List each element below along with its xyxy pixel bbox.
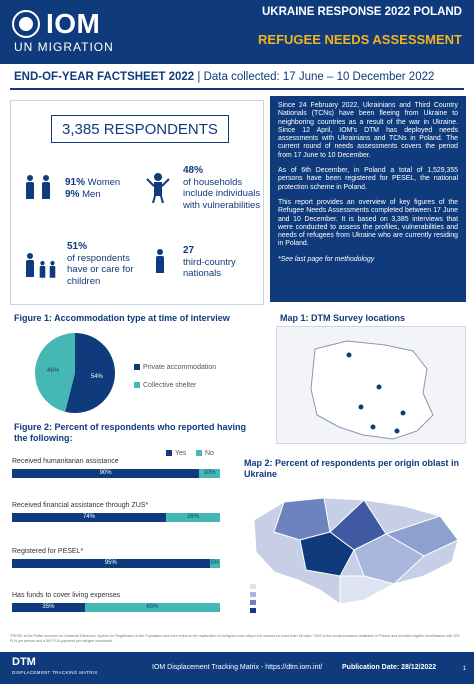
legend-no-label: No bbox=[205, 450, 214, 457]
pie-label: 46% bbox=[47, 368, 60, 375]
legend-private-label: Private accommodation bbox=[143, 364, 217, 371]
bar-category-label: Has funds to cover living expenses bbox=[12, 592, 121, 599]
location-marker bbox=[371, 425, 376, 430]
bar-row bbox=[12, 559, 220, 568]
location-marker bbox=[347, 353, 352, 358]
household-text: of households include individuals with vulnerabilities bbox=[183, 176, 261, 211]
legend-swatch bbox=[134, 382, 140, 388]
location-marker bbox=[395, 429, 400, 434]
logo-text: IOM bbox=[46, 8, 101, 39]
logo-subtitle: UN MIGRATION bbox=[14, 40, 114, 54]
bar-row bbox=[12, 513, 220, 522]
legend-collective bbox=[134, 382, 196, 389]
collection-period: Data collected: 17 June – 10 December 2022 bbox=[203, 71, 435, 83]
survey-locations-map bbox=[276, 326, 466, 444]
map2-title: Map 2: Percent of respondents per origin oblast in Ukraine bbox=[244, 458, 460, 479]
bar-row bbox=[12, 603, 220, 612]
bar-no: 10% bbox=[199, 469, 220, 478]
bar-no: 26% bbox=[166, 513, 220, 522]
poland-map bbox=[277, 327, 466, 444]
intro-panel bbox=[270, 96, 466, 302]
legend-collective-label: Collective shelter bbox=[143, 382, 197, 389]
report-series: UKRAINE RESPONSE 2022 POLAND bbox=[261, 6, 462, 18]
dtm-link[interactable]: IOM Displacement Tracking Matrix - https://dtm.iom.int/ bbox=[152, 664, 323, 671]
publication-date: Publication Date: 28/12/2022 bbox=[342, 664, 437, 671]
globe-icon bbox=[12, 10, 40, 38]
page-number: 1 bbox=[462, 666, 466, 672]
factsheet-subtitle bbox=[10, 68, 464, 90]
location-marker bbox=[401, 411, 406, 416]
subtitle-separator: | bbox=[194, 71, 204, 83]
location-marker bbox=[359, 405, 364, 410]
dtm-subtitle: DISPLACEMENT TRACKING MATRIX bbox=[12, 670, 98, 675]
vulnerability-icon bbox=[145, 171, 171, 203]
children-text: of respondents have or care for children bbox=[67, 252, 134, 287]
person-icon bbox=[155, 249, 165, 273]
legend-swatch bbox=[196, 450, 202, 456]
intro-paragraph: This report provides an overview of key figures of the Refugee Needs Assessments completed between 17 June and 10 December. It is based on 3,385 interviews that were conducted to assess the profiles, vulnerabilities and needs of refugees from Ukraine who are currently residing in Poland. bbox=[278, 198, 458, 248]
accommodation-pie-chart bbox=[30, 328, 120, 418]
adult-icon bbox=[25, 253, 35, 277]
figure1-title: Figure 1: Accommodation type at time of interview bbox=[14, 313, 230, 323]
men-label: Men bbox=[79, 188, 101, 200]
pie-label: 54% bbox=[90, 373, 103, 380]
bar-category-label: Received financial assistance through ZUS* bbox=[12, 502, 149, 509]
legend-yes bbox=[166, 450, 186, 457]
footer-bar bbox=[0, 652, 474, 684]
legend-no bbox=[196, 450, 214, 457]
bar-yes: 74% bbox=[12, 513, 166, 522]
origin-oblast-map bbox=[244, 480, 466, 630]
child-icon bbox=[49, 261, 56, 278]
respondents-count: 3,385 RESPONDENTS bbox=[51, 115, 229, 143]
man-icon bbox=[41, 175, 51, 199]
gender-stat bbox=[65, 177, 120, 200]
legend-swatch bbox=[166, 450, 172, 456]
ukraine-map bbox=[244, 480, 466, 630]
children-pct: 51% bbox=[67, 241, 88, 252]
bar-category-label: Registered for PESEL* bbox=[12, 548, 84, 555]
woman-icon bbox=[25, 175, 35, 199]
bar-yes: 95% bbox=[12, 559, 210, 568]
legend-yes-label: Yes bbox=[175, 450, 187, 457]
header-bar bbox=[0, 0, 474, 64]
men-pct: 9% bbox=[65, 188, 80, 200]
tcn-stat bbox=[183, 245, 263, 280]
intro-paragraph: As of 6th December, in Poland a total of 1,529,355 persons have been registered for PESEL, the national protection scheme in Poland. bbox=[278, 167, 458, 191]
factsheet-title: END-OF-YEAR FACTSHEET 2022 bbox=[14, 71, 195, 83]
key-figures-panel bbox=[10, 100, 264, 305]
legend-swatch bbox=[134, 364, 140, 370]
bar-yes: 35% bbox=[12, 603, 85, 612]
bar-row bbox=[12, 469, 220, 478]
bar-no: 65% bbox=[85, 603, 220, 612]
footnote-text: *PESEL is the Polish acronym for Universal Electronic System for Registration of the Population and here refers to the registration of foreigners who stay in the country for more than 18 days. *ZUS is the social insurance institution in Poland and provides eligible beneficiaries with 300 PLN per person and a 300 PLN payment per refugee household. bbox=[10, 634, 460, 643]
bar-category-label: Received humanitarian assistance bbox=[12, 458, 119, 465]
tcn-text: third-country nationals bbox=[183, 256, 236, 279]
women-pct: 91% bbox=[65, 177, 86, 188]
women-label: Women bbox=[85, 177, 121, 188]
map1-title: Map 1: DTM Survey locations bbox=[280, 313, 406, 323]
household-pct: 48% bbox=[183, 165, 204, 176]
report-title: REFUGEE NEEDS ASSESSMENT bbox=[258, 32, 462, 47]
location-marker bbox=[377, 385, 382, 390]
children-stat bbox=[67, 241, 149, 287]
iom-logo bbox=[12, 8, 152, 56]
legend-private bbox=[134, 364, 216, 371]
dtm-logo: DTM bbox=[12, 656, 36, 668]
household-stat bbox=[183, 165, 263, 211]
tcn-count: 27 bbox=[183, 245, 195, 256]
figure2-title: Figure 2: Percent of respondents who reported having the following: bbox=[14, 422, 247, 443]
child-icon bbox=[39, 261, 46, 278]
bar-yes: 90% bbox=[12, 469, 199, 478]
intro-paragraph: Since 24 February 2022, Ukrainians and Third Country Nationals (TCNs) have been fleeing from Ukraine to neighboring countries as a result of the war in Ukraine. Since 12 April, IOM's DTM has deployed needs assessments with Ukrainians and TCNs in Poland. The current round of needs assessments covers the period from 17 June to 10 December. bbox=[278, 102, 458, 159]
methodology-note: *See last page for methodology bbox=[278, 255, 375, 263]
bar-no: 5% bbox=[210, 560, 220, 566]
